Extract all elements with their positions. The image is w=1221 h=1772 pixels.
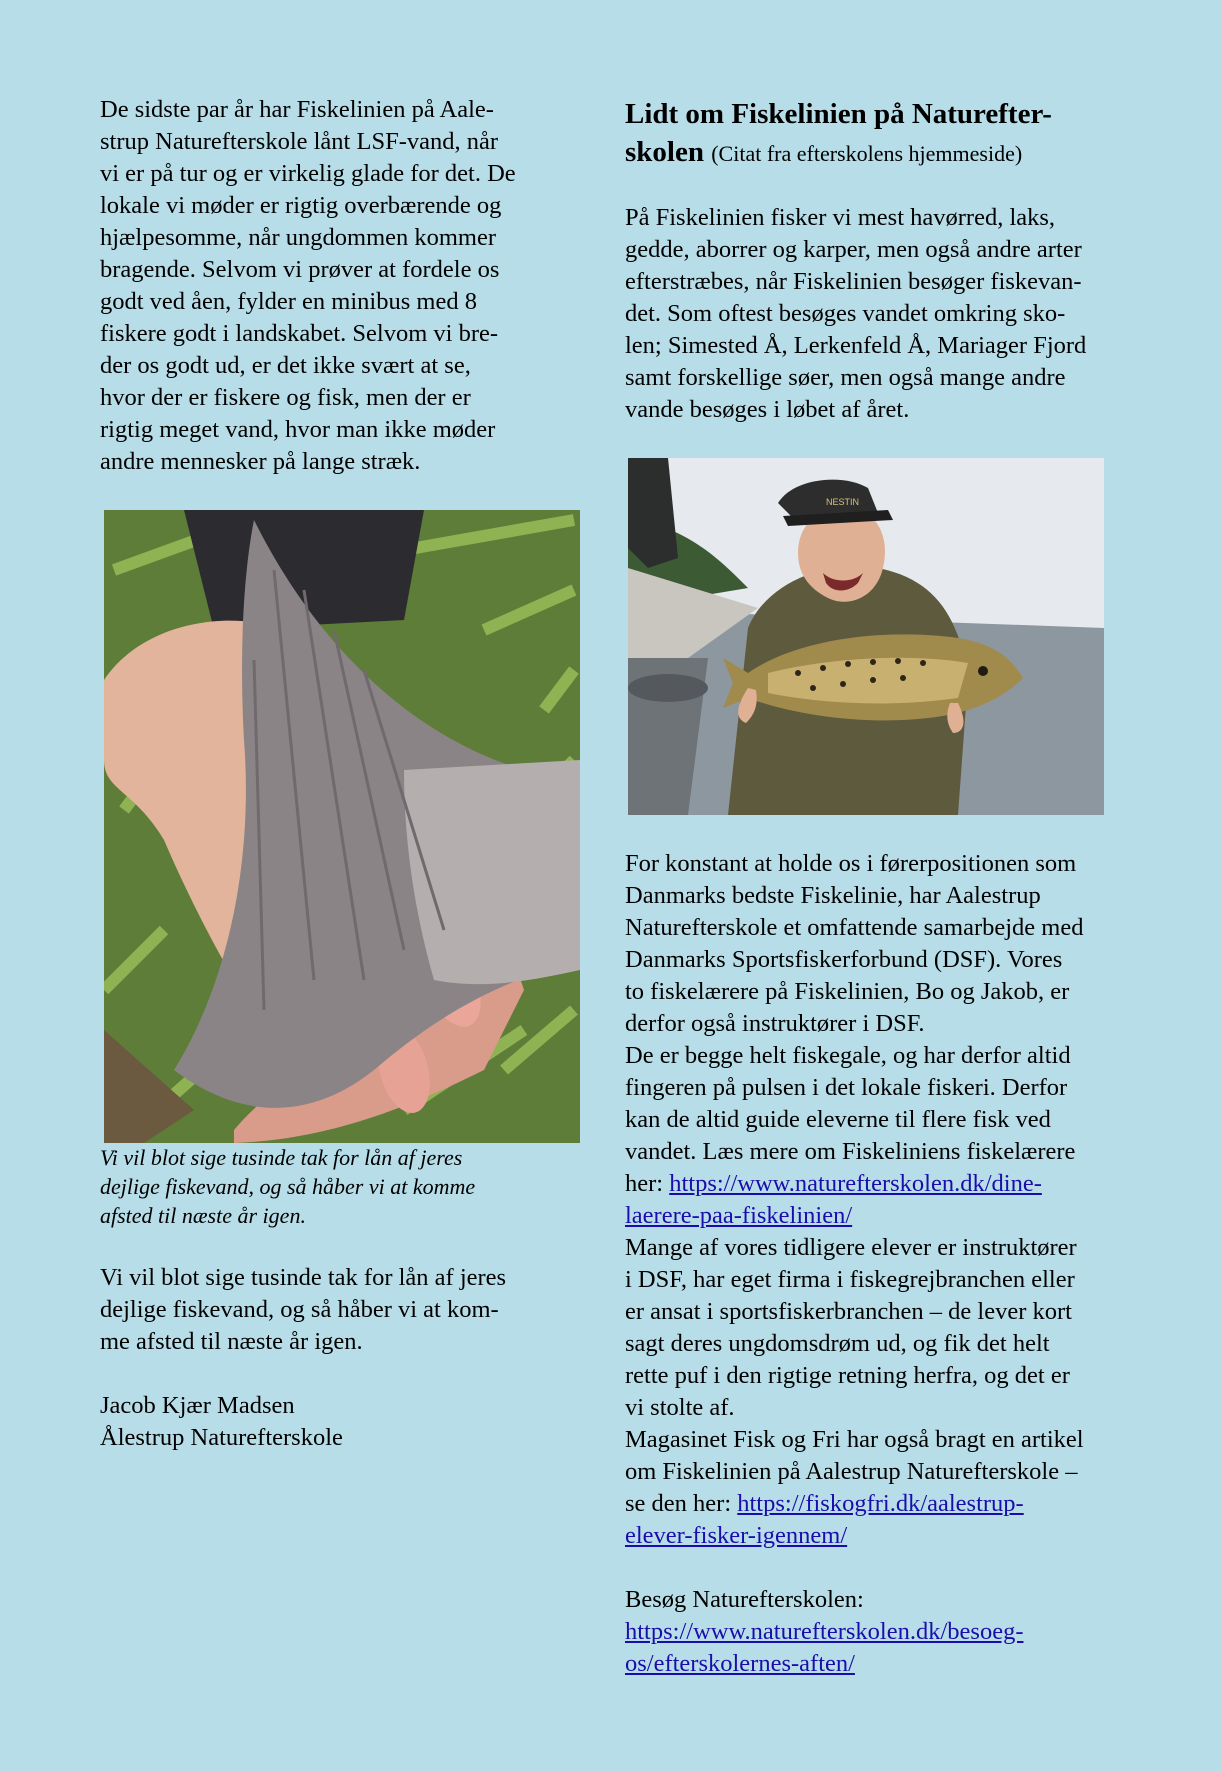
fish-tail-photo — [104, 510, 580, 1143]
body-text — [625, 848, 1155, 1680]
author-name: Jacob Kjær Madsen — [100, 1392, 295, 1419]
visit-link[interactable]: https://www.naturefterskolen.dk/besoeg- os/efterskolernes-aften/ — [625, 1618, 1024, 1677]
section-heading: Lidt om Fiskelinien på Naturefter- skolen (Citat fra efterskolens hjemmeside) — [625, 98, 1052, 168]
magazine-paragraph: Magasinet Fisk og Fri har også bragt en artikel om Fiskelinien på Aalestrup Naturefterskole – se den her: https://fiskogfri.dk/aalestrup- elever-fisker-igennem/ — [625, 1426, 1084, 1549]
photo-caption: Vi vil blot sige tusinde tak for lån af jeres dejlige fiskevand, og så håber vi at komme afsted til næste år igen. — [100, 1145, 476, 1228]
cap-logo-text: NESTIN — [826, 497, 860, 507]
dsf-paragraph: For konstant at holde os i førerpositionen som Danmarks bedste Fiskelinie, har Aalestrup Naturefterskole et omfattende samarbejde med Danmarks Sportsfiskerforbund (DSF). Vores to fiskelærere på Fiskelinien, Bo og Jakob, er derfor også instruktører i DSF. — [625, 850, 1084, 1037]
intro-paragraph: De sidste par år har Fiskelinien på Aale- strup Naturefterskole lånt LSF-vand, når vi er på tur og er virkelig glade for det. De lokale vi møder er rigtig overbærende og hjælpesomme, når ungdommen kommer bragende. Selvom vi prøver at fordele os godt ved åen, fylder en minibus med 8 fiskere godt i landskabet. Selvom vi bre- der os godt ud, er det ikke svært at se, hvor der er fiskere og fisk, men der er rigtig meget vand, hvor man ikke møder andre mennesker på lange stræk. — [100, 96, 516, 475]
teachers-link[interactable]: https://www.naturefterskolen.dk/dine- laerere-paa-fiskelinien/ — [625, 1170, 1042, 1229]
fish-tail-image — [104, 510, 580, 1143]
trout-photo — [628, 458, 1104, 815]
alumni-paragraph: Mange af vores tidligere elever er instruktører i DSF, har eget firma i fiskegrejbranchen eller er ansat i sportsfiskerbranchen – de lever kort sagt deres ungdomsdrøm ud, og fik det helt rette puf i den rigtige retning herfra, og det er vi stolte af. — [625, 1234, 1077, 1421]
teachers-paragraph: De er begge helt fiskegale, og har derfor altid fingeren på pulsen i det lokale fiskeri. Derfor kan de altid guide eleverne til flere fisk ved vandet. Læs mere om Fiskeliniens fiskelærere her: https://www.naturefterskolen.dk/dine- laerere-paa-fiskelinien/ — [625, 1042, 1076, 1229]
thanks-paragraph: Vi vil blot sige tusinde tak for lån af jeres dejlige fiskevand, og så håber vi at kom- me afsted til næste år igen. — [100, 1264, 507, 1355]
about-paragraph: På Fiskelinien fisker vi mest havørred, laks, gedde, aborrer og karper, men også andre arter efterstræbes, når Fiskelinien besøger fiskevan- det. Som oftest besøges vandet omkring sko- len; Simested Å, Lerkenfeld Å, Mariager Fjord samt forskellige søer, men også mange andre vande besøges i løbet af året. — [625, 204, 1087, 423]
visit-paragraph: Besøg Naturefterskolen: https://www.naturefterskolen.dk/besoeg- os/efterskolernes-aften/ — [625, 1586, 1024, 1677]
spacer-line — [625, 1552, 1155, 1584]
angler-with-trout-image — [628, 458, 1104, 815]
magazine-link[interactable]: https://fiskogfri.dk/aalestrup- elever-fisker-igennem/ — [625, 1490, 1024, 1549]
heading-note: (Citat fra efterskolens hjemmeside) — [711, 141, 1023, 166]
school-name: Ålestrup Naturefterskole — [100, 1424, 343, 1451]
signature — [100, 1390, 580, 1454]
